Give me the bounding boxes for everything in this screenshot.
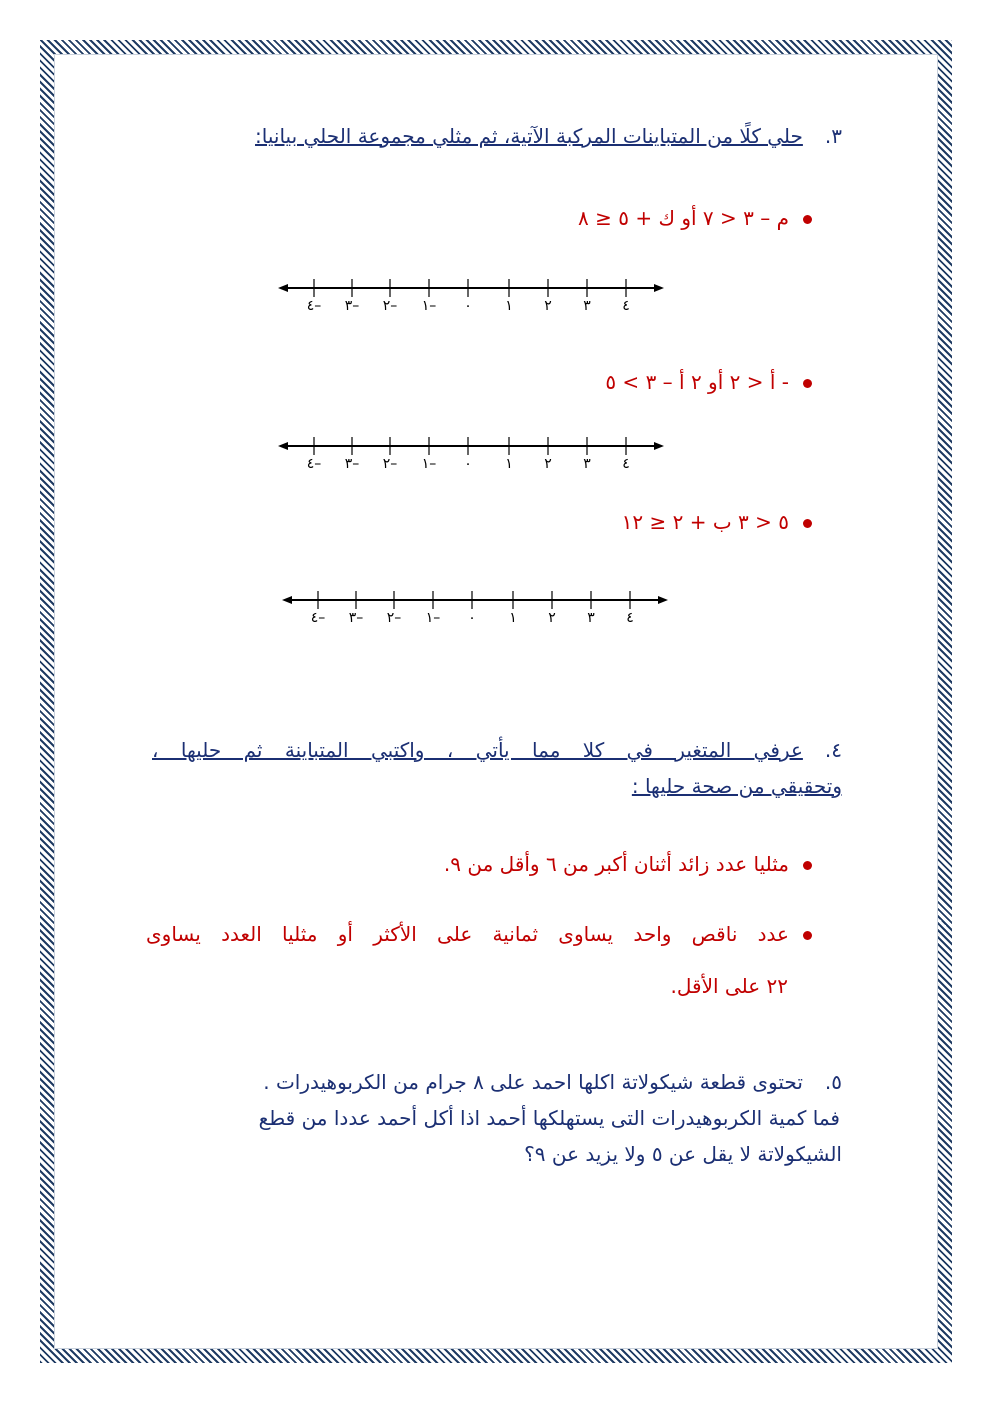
- q3-item-2: [162, 370, 812, 394]
- tick-label: ٢–: [382, 298, 398, 314]
- q4-item-1: [162, 852, 812, 876]
- q4-item-1-text: مثليا عدد زائد أثنان أكبر من ٦ وأقل من ٩.: [443, 852, 789, 876]
- tick-label: ٤: [626, 610, 634, 626]
- bullet-icon: [803, 931, 812, 940]
- tick-label: ٣–: [344, 456, 360, 472]
- tick-label: ٤: [622, 298, 630, 314]
- question-3: [142, 124, 842, 148]
- tick-label: ٣: [583, 456, 591, 472]
- question-4-text-1: عرفي المتغير في كلا مما يأتي ، واكتبي المتباينة ثم حليها ،: [152, 738, 803, 762]
- tick-label: ٢–: [382, 456, 398, 472]
- q4-item-2-text: عدد ناقص واحد يساوى ثمانية على الأكثر أو مثليا العدد يساوى: [146, 922, 789, 946]
- tick-label: ١–: [421, 298, 437, 314]
- number-line-2: [276, 434, 666, 482]
- q3-item-2-text: - أ < ٢ أو ٢ أ – ٣ > ٥: [605, 370, 789, 394]
- bullet-icon: [803, 215, 812, 224]
- question-5-number: ٥.: [824, 1070, 842, 1094]
- tick-label: ٣: [583, 298, 591, 314]
- tick-label: ١: [505, 298, 513, 314]
- question-5-line-1: [152, 1064, 842, 1100]
- q4-item-2: [146, 908, 812, 1012]
- number-line-3: [280, 588, 670, 636]
- question-4-text-2: وتحقيقي من صحة حليها :: [631, 774, 842, 798]
- question-5-line-2: فما كمية الكربوهيدرات التى يستهلكها أحمد اذا أكل أحمد عددا من قطع: [258, 1106, 840, 1130]
- question-4-number: ٤.: [824, 738, 842, 762]
- q3-item-1-text: م – ٣ < ٧ أو ك + ٥ ≤ ٨: [578, 206, 789, 230]
- tick-label: ١: [505, 456, 513, 472]
- tick-label: ١–: [425, 610, 441, 626]
- tick-label: ٢: [548, 610, 556, 626]
- bullet-icon: [803, 519, 812, 528]
- question-4-line-1: [152, 732, 842, 768]
- number-line-1: [276, 276, 666, 324]
- tick-label: ١–: [421, 456, 437, 472]
- question-3-text: حلي كلًا من المتباينات المركبة الآتية، ثم مثلي مجموعة الحلي بيانيا:: [255, 124, 803, 148]
- tick-label: ٣–: [344, 298, 360, 314]
- tick-label: ٤–: [306, 456, 322, 472]
- tick-label: ١: [509, 610, 517, 626]
- number-line-1-axis: [276, 276, 666, 300]
- bullet-icon: [803, 861, 812, 870]
- bullet-icon: [803, 379, 812, 388]
- tick-label: ٣: [587, 610, 595, 626]
- tick-label: ٣–: [348, 610, 364, 626]
- q3-item-1: [162, 206, 812, 230]
- question-5: [152, 1064, 842, 1172]
- q4-item-2-continuation: ٢٢ على الأقل.: [670, 974, 788, 998]
- tick-label: ٢: [544, 298, 552, 314]
- question-4-line-2: [152, 768, 842, 804]
- tick-label: ٤: [622, 456, 630, 472]
- q3-item-3-text: ٥ < ٣ ب + ٢ ≤ ١٢: [621, 510, 789, 534]
- question-4: [152, 732, 842, 804]
- question-5-text-1: تحتوى قطعة شيكولاتة اكلها احمد على ٨ جرام من الكربوهيدرات .: [263, 1070, 803, 1094]
- tick-label: ٤–: [310, 610, 326, 626]
- tick-label: ٢: [544, 456, 552, 472]
- tick-label: ٠: [464, 298, 472, 314]
- number-line-2-axis: [276, 434, 666, 458]
- question-3-number: ٣.: [824, 124, 842, 148]
- tick-label: ٢–: [386, 610, 402, 626]
- q3-item-3: [162, 510, 812, 534]
- tick-label: ٠: [464, 456, 472, 472]
- question-5-line-3: الشيكولاتة لا يقل عن ٥ ولا يزيد عن ٩؟: [524, 1142, 842, 1166]
- tick-label: ٤–: [306, 298, 322, 314]
- number-line-3-axis: [280, 588, 670, 612]
- tick-label: ٠: [468, 610, 476, 626]
